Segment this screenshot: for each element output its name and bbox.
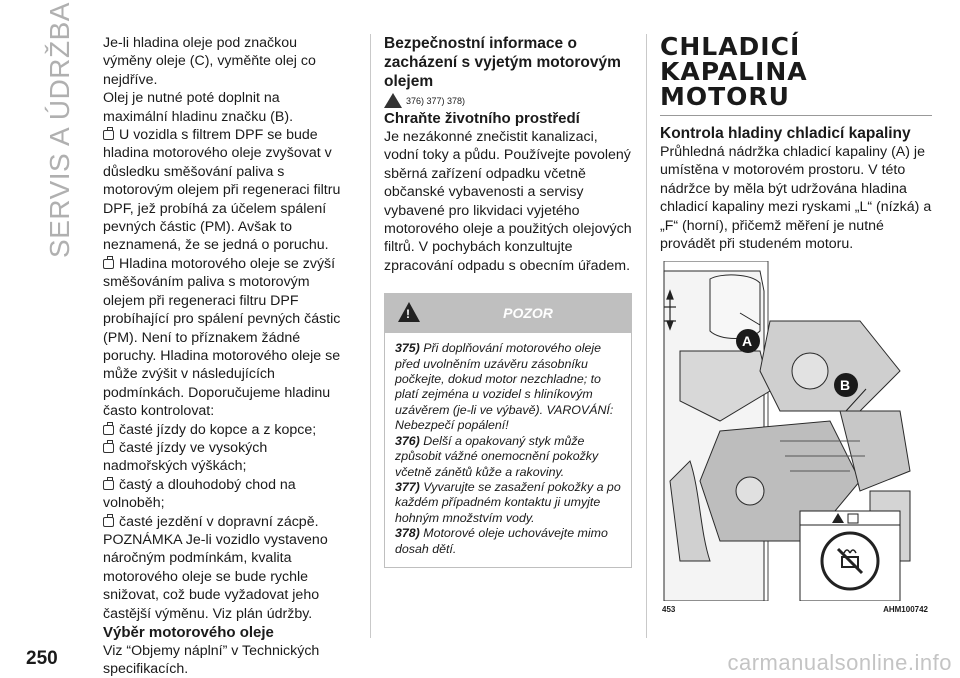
page-number: 250 [26, 648, 58, 669]
list-item: častý a dlouhodobý chod na volnoběh; [103, 476, 296, 512]
section-title: SERVIS A ÚDRŽBA [44, 2, 75, 258]
paragraph: U vozidla s filtrem DPF se bude hladina motorového oleje zvyšovat v důsledku směšování paliva s motorovým olejem při regeneraci filtru DPF, jež probíhá za účelem spálení pevných částic (PM). Avšak to neznamená, že se jedná o poruchu. [103, 127, 341, 254]
list-item: časté jezdění v dopravní zácpě. [103, 513, 343, 531]
paragraph: Je nezákonné znečistit kanalizaci, vodní toky a půdu. Používejte povolený sběrná zařízení odpadku včetně občanské vybavenosti a servisy vybavené pro likvidaci vyjetého motorového oleje a použitých olejových filtrů. V pochybách konzultujte zpracování odpadu s obecním úřadem. [384, 129, 632, 274]
subheading: Chraňte životního prostředí [384, 110, 580, 127]
column-1 [103, 34, 343, 678]
warning-icon [384, 93, 402, 108]
column-2 [384, 34, 632, 568]
bullet-icon [103, 480, 114, 490]
subheading: Výběr motorového oleje [103, 624, 274, 641]
heading: Kontrola hladiny chladicí kapaliny [660, 125, 911, 142]
coolant-reservoir-figure [660, 261, 940, 621]
callout-label-b: B [840, 377, 851, 394]
chapter-title: CHLADICÍ KAPALINA MOTORU [660, 32, 808, 111]
engine-illustration [660, 261, 940, 601]
paragraph: Olej je nutné poté doplnit na maximální hladinu značku (B). [103, 90, 294, 125]
bullet-icon [103, 443, 114, 453]
figure-caption [660, 601, 940, 621]
figure-number: 453 [662, 605, 676, 615]
warning-item: 375) Při doplňování motorového oleje před uvolněním uzávěru zásobníku počkejte, dokud motor nezchladne; to platí zejména u vozidel s hliníkovým uzávěrem (je-li ve výbavě). VAROVÁNÍ: Nebezpečí popálení! [395, 341, 614, 433]
list-item: časté jízdy ve vysokých nadmořských výškách; [103, 439, 268, 475]
warning-refs: 376) 377) 378) [384, 93, 632, 108]
warning-label: POZOR [503, 305, 553, 322]
warning-icon [398, 302, 420, 322]
paragraph: Hladina motorového oleje se zvýší směšováním paliva s motorovým olejem při regeneraci filtru DPF probíhající pro spálení pevných částic (PM). Není to příznakem žádné poruchy. Hladina motorového oleje se může zvýšit v následujících podmínkách. Doporučujeme hladinu často kontrolovat: [103, 255, 341, 420]
figure-code: AHM100742 [883, 605, 928, 615]
paragraph: Viz “Objemy náplní” v Technických specifikacích. [103, 643, 320, 678]
callout-label-a: A [742, 333, 753, 350]
note-icon [103, 259, 114, 269]
warning-body [384, 333, 632, 568]
warning-item: 376) Delší a opakovaný styk může způsobit vážné onemocnění pokožky včetně zánětů kůže a rakoviny. [395, 433, 599, 479]
bullet-icon [103, 517, 114, 527]
column-3 [660, 34, 932, 621]
note-icon [103, 130, 114, 140]
engine-drawing [660, 261, 940, 601]
warning-header [384, 293, 632, 333]
bullet-icon [103, 425, 114, 435]
column-divider [370, 34, 371, 638]
paragraph: Je-li hladina oleje pod značkou výměny oleje (C), vyměňte olej co nejdříve. [103, 35, 316, 88]
warning-item: 378) Motorové oleje uchovávejte mimo dosah dětí. [395, 526, 608, 556]
list-item: časté jízdy do kopce a z kopce; [103, 421, 343, 439]
paragraph: Průhledná nádržka chladicí kapaliny (A) je umístěna v motorovém prostoru. V této nádržce by měla být udržována hladina chladicí kapaliny mezi ryskami „L“ (nízká) a „F“ (horní), přičemž měření je nutné provádět při studeném motoru. [660, 144, 932, 253]
heading: Bezpečnostní informace o zacházení s vyjetým motorovým olejem [384, 35, 621, 90]
divider [660, 115, 932, 116]
column-divider [646, 34, 647, 638]
note-paragraph: POZNÁMKA Je-li vozidlo vystaveno náročným podmínkám, kvalita motorového oleje se bude rychle snižovat, což bude vyžadovat jeho častější výměnu. Viz plán údržby. [103, 531, 328, 622]
warning-box [384, 293, 632, 568]
watermark: carmanualsonline.info [727, 650, 952, 675]
warning-item: 377) Vyvarujte se zasažení pokožky a po každém případném kontaktu ji umyjte hohným množstvím vody. [395, 479, 621, 525]
